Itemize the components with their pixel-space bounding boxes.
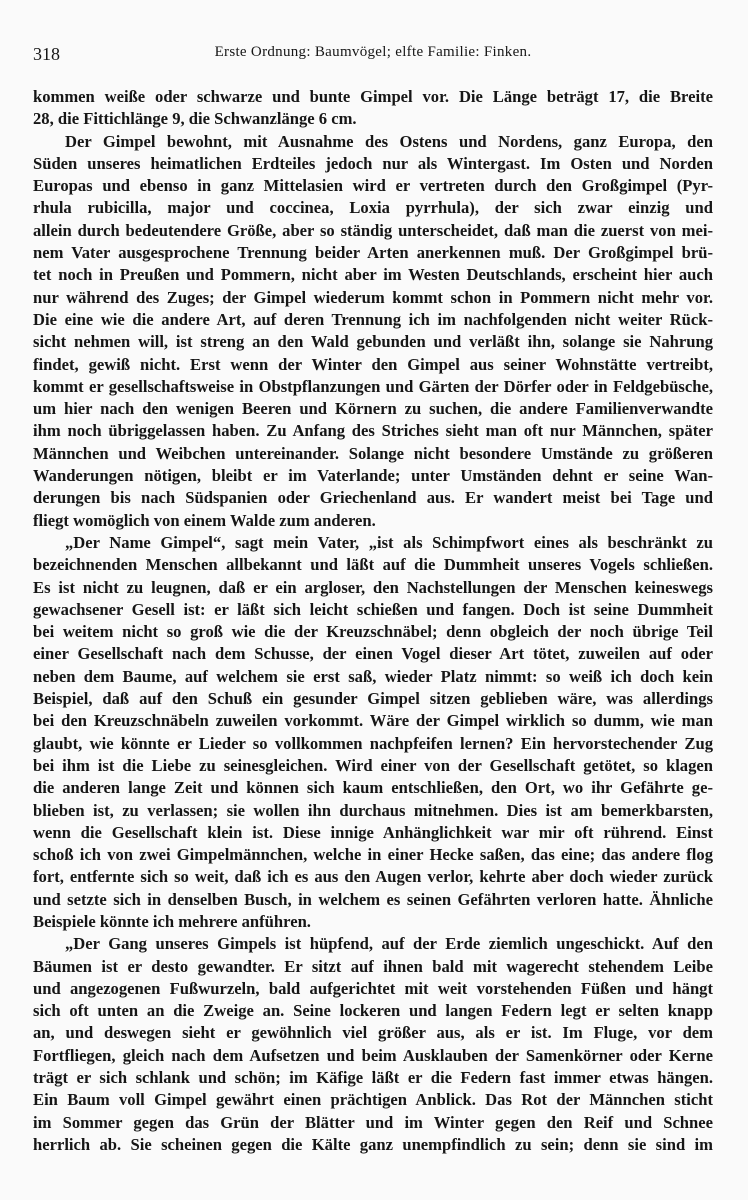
text-line: nur während des Zuges; der Gimpel wiederum kommt schon in Pommern nicht mehr vor.	[33, 287, 713, 307]
text-line: Beispiele könnte ich mehrere anführen.	[33, 911, 311, 931]
text-line: bezeichnenden Menschen allbekannt und läßt auf die Dummheit unseres Vogels schließen.	[33, 555, 713, 575]
text-line: tet noch in Preußen und Pommern, nicht aber im Westen Deutschlands, erscheint hier auch	[33, 265, 713, 285]
text-line: um hier nach den wenigen Beeren und Körnern zu suchen, die andere Familienverwandte	[33, 399, 713, 419]
page-header	[33, 44, 713, 68]
text-line: schoß ich von zwei Gimpelmännchen, welche in einer Hecke saßen, das eine; das andere flog	[33, 845, 713, 865]
text-line: und angezogenen Fußwurzeln, bald aufgerichtet mit weit vorstehenden Füßen und hängt	[33, 978, 713, 998]
text-line: bei den Kreuzschnäbeln zuweilen vorkommt. Wäre der Gimpel wirklich so dumm, wie man	[33, 711, 713, 731]
text-line: fliegt womöglich von einem Walde zum anderen.	[33, 510, 376, 530]
text-line: Der Gimpel bewohnt, mit Ausnahme des Ostens und Nordens, ganz Europa, den	[65, 131, 713, 151]
text-line: derungen bis nach Südspanien oder Griechenland aus. Er wandert meist bei Tage und	[33, 488, 713, 508]
text-line: „Der Gang unseres Gimpels ist hüpfend, auf der Erde ziemlich ungeschickt. Auf den	[65, 934, 713, 954]
text-line: an, und deswegen sieht er gewöhnlich viel größer aus, als er ist. Im Fluge, vor dem	[33, 1023, 713, 1043]
paragraph	[33, 86, 713, 131]
text-line: nem Vater ausgesprochene Trennung beider Arten anerkennen muß. Der Großgimpel brü-	[33, 243, 713, 263]
text-line: einer Gesellschaft nach dem Schusse, der einen Vogel dieser Art tötet, zuweilen auf oder	[33, 644, 713, 664]
text-line: sicht nehmen will, ist streng an den Wald gebunden und verläßt ihn, solange sie Nahrung	[33, 332, 713, 352]
text-line: herrlich ab. Sie scheinen gegen die Kälte ganz unempfindlich zu sein; denn sie sind im	[33, 1134, 713, 1154]
text-line: Beispiel, daß auf den Schuß ein gesunder Gimpel sitzen geblieben wäre, was allerdings	[33, 689, 713, 709]
paragraph	[33, 131, 713, 532]
text-line: wenn die Gesellschaft klein ist. Diese innige Anhänglichkeit war mir oft rührend. Einst	[33, 822, 713, 842]
paragraph	[33, 933, 713, 1156]
text-line: rhula rubicilla, major und coccinea, Loxia pyrrhula), der sich zwar einzig und	[33, 198, 713, 218]
text-line: sich oft unten an die Zweige an. Seine lockeren und langen Federn legt er selten knapp	[33, 1001, 713, 1021]
page-number: 318	[33, 44, 60, 64]
text-line: und setzte sich in denselben Busch, in welchem es seinen Gefährten verloren hatte. Ähnliche	[33, 889, 713, 909]
text-line: Die eine wie die andere Art, auf deren Trennung ich im nachfolgenden nicht weiter Rück-	[33, 309, 713, 329]
text-line: neben dem Baume, auf welchem sie erst saß, wieder Platz nimmt: so weiß ich doch kein	[33, 666, 713, 686]
text-line: Süden unseres heimatlichen Erdteiles jedoch nur als Wintergast. Im Osten und Norden	[33, 153, 713, 173]
text-line: gewachsener Gesell ist: er läßt sich leicht schießen und fangen. Doch ist seine Dummheit	[33, 599, 713, 619]
text-line: allein durch bedeutendere Größe, aber so ständig unterscheidet, daß man die zuerst von mei-	[33, 220, 713, 240]
text-line: ihm noch übriggelassen haben. Zu Anfang des Striches sieht man oft nur Männchen, später	[33, 421, 713, 441]
text-line: bei weitem nicht so groß wie die der Kreuzschnäbel; denn obgleich der noch übrige Teil	[33, 622, 713, 642]
text-line: Fortfliegen, gleich nach dem Aufsetzen und beim Ausklauben der Samenkörner oder Kerne	[33, 1045, 713, 1065]
text-line: Es ist nicht zu leugnen, daß er ein argloser, den Nachstellungen der Menschen keineswegs	[33, 577, 713, 597]
running-title: Erste Ordnung: Baumvögel; elfte Familie: Finken.	[214, 44, 532, 60]
text-line: findet, gewiß nicht. Erst wenn der Winter den Gimpel aus seiner Wohnstätte vertreibt,	[33, 354, 713, 374]
text-line: kommen weiße oder schwarze und bunte Gimpel vor. Die Länge beträgt 17, die Breite	[33, 87, 713, 106]
text-line: Ein Baum voll Gimpel gewährt einen prächtigen Anblick. Das Rot der Männchen sticht	[33, 1090, 713, 1110]
text-line: im Sommer gegen das Grün der Blätter und im Winter gegen den Reif und Schnee	[33, 1112, 713, 1132]
body-text	[33, 86, 713, 1156]
text-line: Europas und ebenso in ganz Mittelasien wird er vertreten durch den Großgimpel (Pyr-	[33, 176, 713, 196]
text-line: 28, die Fittichlänge 9, die Schwanzlänge 6 cm.	[33, 109, 357, 129]
text-line: die anderen lange Zeit und können sich kaum entschließen, den Ort, wo ihr Gefährte ge-	[33, 778, 713, 798]
text-line: glaubt, wie könnte er Lieder so vollkommen nachpfeifen lernen? Ein hervorstechender Zug	[33, 733, 713, 753]
text-line: bei ihm ist die Liebe zu seinesgleichen. Wird einer von der Gesellschaft getötet, so klagen	[33, 755, 713, 775]
text-line: fort, entfernte sich so weit, daß ich es aus den Augen verlor, kehrte aber doch wieder zurück	[33, 867, 713, 887]
text-line: blieben ist, zu verlassen; sie wollen ihn durchaus mitnehmen. Dies ist am bemerkbarsten,	[33, 800, 713, 820]
paragraph	[33, 532, 713, 933]
text-line: kommt er gesellschaftsweise in Obstpflanzungen und Gärten der Dörfer oder in Feldgebüsche,	[33, 376, 713, 396]
text-line: Männchen und Weibchen untereinander. Solange nicht besondere Umstände zu größeren	[33, 443, 713, 463]
text-line: Wanderungen nötigen, bleibt er im Vaterlande; unter Umständen dehnt er seine Wan-	[33, 466, 713, 486]
text-line: Bäumen ist er desto gewandter. Er sitzt auf ihnen bald mit wagerecht stehendem Leibe	[33, 956, 713, 976]
text-line: trägt er sich schlank und schön; im Käfige läßt er die Federn fast immer etwas hängen.	[33, 1068, 713, 1088]
text-line: „Der Name Gimpel“, sagt mein Vater, „ist als Schimpfwort eines als beschränkt zu	[65, 532, 713, 552]
